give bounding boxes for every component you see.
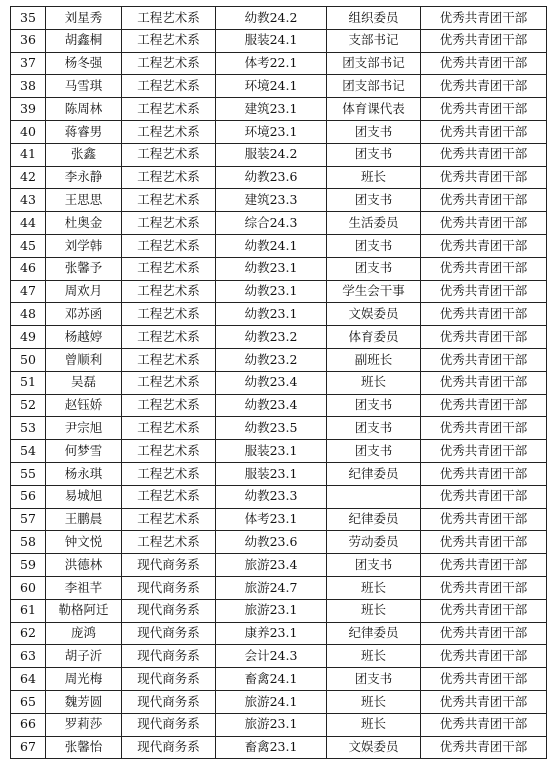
class-cell: 服装23.1 — [216, 462, 327, 485]
name-cell: 刘星秀 — [46, 7, 122, 30]
row-number-cell: 35 — [11, 7, 46, 30]
class-cell: 幼教23.2 — [216, 326, 327, 349]
name-cell: 洪德林 — [46, 554, 122, 577]
department-cell: 工程艺术系 — [122, 508, 216, 531]
table-row — [11, 189, 547, 212]
position-cell: 组织委员 — [327, 7, 421, 30]
class-cell: 服装24.2 — [216, 143, 327, 166]
name-cell: 罗莉莎 — [46, 713, 122, 736]
name-cell: 张馨予 — [46, 257, 122, 280]
position-cell: 劳动委员 — [327, 531, 421, 554]
name-cell: 魏芳圆 — [46, 690, 122, 713]
position-cell: 班长 — [327, 645, 421, 668]
name-cell: 李永静 — [46, 166, 122, 189]
award-cell: 优秀共青团干部 — [421, 531, 547, 554]
table-row — [11, 326, 547, 349]
award-cell: 优秀共青团干部 — [421, 645, 547, 668]
position-cell: 团支书 — [327, 440, 421, 463]
row-number-cell: 38 — [11, 75, 46, 98]
table-row — [11, 52, 547, 75]
row-number-cell: 55 — [11, 462, 46, 485]
table-row — [11, 599, 547, 622]
row-number-cell: 58 — [11, 531, 46, 554]
award-cell: 优秀共青团干部 — [421, 257, 547, 280]
class-cell: 幼教23.3 — [216, 485, 327, 508]
department-cell: 工程艺术系 — [122, 417, 216, 440]
name-cell: 张鑫 — [46, 143, 122, 166]
department-cell: 工程艺术系 — [122, 98, 216, 121]
row-number-cell: 61 — [11, 599, 46, 622]
table-row — [11, 348, 547, 371]
name-cell: 胡子沂 — [46, 645, 122, 668]
position-cell: 团支书 — [327, 120, 421, 143]
department-cell: 工程艺术系 — [122, 212, 216, 235]
row-number-cell: 40 — [11, 120, 46, 143]
name-cell: 张馨怡 — [46, 736, 122, 759]
class-cell: 幼教23.4 — [216, 394, 327, 417]
position-cell: 团支书 — [327, 394, 421, 417]
department-cell: 工程艺术系 — [122, 143, 216, 166]
table-row — [11, 554, 547, 577]
name-cell: 庞鸿 — [46, 622, 122, 645]
table-row — [11, 234, 547, 257]
award-cell: 优秀共青团干部 — [421, 713, 547, 736]
name-cell: 陈周林 — [46, 98, 122, 121]
position-cell: 团支书 — [327, 143, 421, 166]
name-cell: 何梦雪 — [46, 440, 122, 463]
department-cell: 工程艺术系 — [122, 371, 216, 394]
class-cell: 环境23.1 — [216, 120, 327, 143]
position-cell: 团支书 — [327, 189, 421, 212]
award-cell: 优秀共青团干部 — [421, 212, 547, 235]
name-cell: 杨永琪 — [46, 462, 122, 485]
class-cell: 服装23.1 — [216, 440, 327, 463]
table-row — [11, 622, 547, 645]
table-row — [11, 29, 547, 52]
name-cell: 钟文悦 — [46, 531, 122, 554]
table-row — [11, 576, 547, 599]
class-cell: 畜禽23.1 — [216, 736, 327, 759]
award-cell: 优秀共青团干部 — [421, 690, 547, 713]
row-number-cell: 53 — [11, 417, 46, 440]
class-cell: 幼教23.1 — [216, 257, 327, 280]
award-cell: 优秀共青团干部 — [421, 7, 547, 30]
table-row — [11, 417, 547, 440]
department-cell: 工程艺术系 — [122, 326, 216, 349]
class-cell: 康养23.1 — [216, 622, 327, 645]
position-cell: 团支部书记 — [327, 52, 421, 75]
row-number-cell: 43 — [11, 189, 46, 212]
position-cell: 班长 — [327, 713, 421, 736]
department-cell: 工程艺术系 — [122, 394, 216, 417]
award-cell: 优秀共青团干部 — [421, 29, 547, 52]
class-cell: 环境24.1 — [216, 75, 327, 98]
name-cell: 马雪琪 — [46, 75, 122, 98]
table-row — [11, 75, 547, 98]
award-cell: 优秀共青团干部 — [421, 166, 547, 189]
department-cell: 现代商务系 — [122, 736, 216, 759]
position-cell: 体育课代表 — [327, 98, 421, 121]
class-cell: 畜禽24.1 — [216, 668, 327, 691]
department-cell: 工程艺术系 — [122, 303, 216, 326]
row-number-cell: 65 — [11, 690, 46, 713]
row-number-cell: 59 — [11, 554, 46, 577]
award-cell: 优秀共青团干部 — [421, 417, 547, 440]
row-number-cell: 62 — [11, 622, 46, 645]
table-row — [11, 143, 547, 166]
position-cell: 文娱委员 — [327, 736, 421, 759]
class-cell: 服装24.1 — [216, 29, 327, 52]
row-number-cell: 67 — [11, 736, 46, 759]
department-cell: 工程艺术系 — [122, 462, 216, 485]
name-cell: 周光梅 — [46, 668, 122, 691]
name-cell: 刘学韩 — [46, 234, 122, 257]
class-cell: 幼教23.4 — [216, 371, 327, 394]
table-row — [11, 485, 547, 508]
class-cell: 幼教23.6 — [216, 531, 327, 554]
row-number-cell: 50 — [11, 348, 46, 371]
row-number-cell: 36 — [11, 29, 46, 52]
position-cell: 副班长 — [327, 348, 421, 371]
department-cell: 工程艺术系 — [122, 531, 216, 554]
name-cell: 尹宗旭 — [46, 417, 122, 440]
award-cell: 优秀共青团干部 — [421, 371, 547, 394]
row-number-cell: 46 — [11, 257, 46, 280]
class-cell: 旅游23.1 — [216, 713, 327, 736]
row-number-cell: 51 — [11, 371, 46, 394]
name-cell: 勒格阿迁 — [46, 599, 122, 622]
row-number-cell: 39 — [11, 98, 46, 121]
award-cell: 优秀共青团干部 — [421, 554, 547, 577]
table-row — [11, 7, 547, 30]
name-cell: 杨冬强 — [46, 52, 122, 75]
name-cell: 周欢月 — [46, 280, 122, 303]
name-cell: 杜奥金 — [46, 212, 122, 235]
table-row — [11, 668, 547, 691]
department-cell: 工程艺术系 — [122, 485, 216, 508]
name-cell: 曾顺利 — [46, 348, 122, 371]
award-cell: 优秀共青团干部 — [421, 394, 547, 417]
department-cell: 现代商务系 — [122, 622, 216, 645]
class-cell: 综合24.3 — [216, 212, 327, 235]
position-cell: 生活委员 — [327, 212, 421, 235]
table-row — [11, 303, 547, 326]
row-number-cell: 60 — [11, 576, 46, 599]
class-cell: 幼教23.1 — [216, 303, 327, 326]
position-cell: 支部书记 — [327, 29, 421, 52]
row-number-cell: 66 — [11, 713, 46, 736]
table-row — [11, 120, 547, 143]
department-cell: 工程艺术系 — [122, 440, 216, 463]
row-number-cell: 37 — [11, 52, 46, 75]
department-cell: 现代商务系 — [122, 690, 216, 713]
position-cell: 体育委员 — [327, 326, 421, 349]
class-cell: 旅游24.7 — [216, 576, 327, 599]
table-row — [11, 531, 547, 554]
name-cell: 李祖芊 — [46, 576, 122, 599]
class-cell: 幼教23.5 — [216, 417, 327, 440]
table-row — [11, 280, 547, 303]
award-cell: 优秀共青团干部 — [421, 143, 547, 166]
award-cell: 优秀共青团干部 — [421, 348, 547, 371]
award-cell: 优秀共青团干部 — [421, 599, 547, 622]
award-cell: 优秀共青团干部 — [421, 52, 547, 75]
award-cell: 优秀共青团干部 — [421, 440, 547, 463]
table-row — [11, 736, 547, 759]
class-cell: 体考23.1 — [216, 508, 327, 531]
table-row — [11, 212, 547, 235]
position-cell: 班长 — [327, 166, 421, 189]
award-cell: 优秀共青团干部 — [421, 485, 547, 508]
row-number-cell: 42 — [11, 166, 46, 189]
class-cell: 会计24.3 — [216, 645, 327, 668]
award-cell: 优秀共青团干部 — [421, 120, 547, 143]
department-cell: 工程艺术系 — [122, 166, 216, 189]
department-cell: 工程艺术系 — [122, 348, 216, 371]
name-cell: 邓苏函 — [46, 303, 122, 326]
class-cell: 体考22.1 — [216, 52, 327, 75]
award-cell: 优秀共青团干部 — [421, 462, 547, 485]
table-row — [11, 166, 547, 189]
position-cell: 班长 — [327, 371, 421, 394]
name-cell: 杨越婷 — [46, 326, 122, 349]
table-row — [11, 508, 547, 531]
department-cell: 工程艺术系 — [122, 52, 216, 75]
position-cell: 班长 — [327, 599, 421, 622]
award-cell: 优秀共青团干部 — [421, 326, 547, 349]
table-row — [11, 257, 547, 280]
position-cell: 团支书 — [327, 554, 421, 577]
department-cell: 工程艺术系 — [122, 7, 216, 30]
award-cell: 优秀共青团干部 — [421, 736, 547, 759]
position-cell: 团支书 — [327, 234, 421, 257]
department-cell: 工程艺术系 — [122, 120, 216, 143]
position-cell: 团支部书记 — [327, 75, 421, 98]
table-body — [11, 7, 547, 759]
row-number-cell: 45 — [11, 234, 46, 257]
table-row — [11, 690, 547, 713]
row-number-cell: 52 — [11, 394, 46, 417]
award-cell: 优秀共青团干部 — [421, 576, 547, 599]
row-number-cell: 64 — [11, 668, 46, 691]
department-cell: 现代商务系 — [122, 576, 216, 599]
position-cell: 文娱委员 — [327, 303, 421, 326]
name-cell: 胡鑫桐 — [46, 29, 122, 52]
row-number-cell: 41 — [11, 143, 46, 166]
position-cell: 纪律委员 — [327, 462, 421, 485]
table-row — [11, 371, 547, 394]
award-cell: 优秀共青团干部 — [421, 98, 547, 121]
award-cell: 优秀共青团干部 — [421, 75, 547, 98]
name-cell: 王思思 — [46, 189, 122, 212]
row-number-cell: 56 — [11, 485, 46, 508]
name-cell: 赵钰娇 — [46, 394, 122, 417]
position-cell: 班长 — [327, 690, 421, 713]
department-cell: 工程艺术系 — [122, 75, 216, 98]
award-cell: 优秀共青团干部 — [421, 303, 547, 326]
row-number-cell: 54 — [11, 440, 46, 463]
row-number-cell: 63 — [11, 645, 46, 668]
department-cell: 工程艺术系 — [122, 189, 216, 212]
department-cell: 工程艺术系 — [122, 280, 216, 303]
class-cell: 旅游23.1 — [216, 599, 327, 622]
row-number-cell: 44 — [11, 212, 46, 235]
department-cell: 现代商务系 — [122, 645, 216, 668]
award-cell: 优秀共青团干部 — [421, 189, 547, 212]
position-cell: 班长 — [327, 576, 421, 599]
position-cell — [327, 485, 421, 508]
award-cell: 优秀共青团干部 — [421, 668, 547, 691]
award-cell: 优秀共青团干部 — [421, 280, 547, 303]
department-cell: 工程艺术系 — [122, 29, 216, 52]
award-cell: 优秀共青团干部 — [421, 508, 547, 531]
row-number-cell: 48 — [11, 303, 46, 326]
table-row — [11, 713, 547, 736]
award-cell: 优秀共青团干部 — [421, 622, 547, 645]
row-number-cell: 47 — [11, 280, 46, 303]
department-cell: 工程艺术系 — [122, 234, 216, 257]
class-cell: 幼教23.2 — [216, 348, 327, 371]
class-cell: 旅游23.4 — [216, 554, 327, 577]
name-cell: 蒋睿男 — [46, 120, 122, 143]
name-cell: 王鹏晨 — [46, 508, 122, 531]
department-cell: 现代商务系 — [122, 599, 216, 622]
award-cell: 优秀共青团干部 — [421, 234, 547, 257]
class-cell: 建筑23.1 — [216, 98, 327, 121]
class-cell: 幼教23.1 — [216, 280, 327, 303]
row-number-cell: 49 — [11, 326, 46, 349]
position-cell: 团支书 — [327, 417, 421, 440]
position-cell: 团支书 — [327, 668, 421, 691]
position-cell: 团支书 — [327, 257, 421, 280]
department-cell: 工程艺术系 — [122, 257, 216, 280]
table-row — [11, 440, 547, 463]
class-cell: 幼教23.6 — [216, 166, 327, 189]
award-list-table — [10, 6, 547, 759]
department-cell: 现代商务系 — [122, 554, 216, 577]
row-number-cell: 57 — [11, 508, 46, 531]
department-cell: 现代商务系 — [122, 713, 216, 736]
position-cell: 纪律委员 — [327, 622, 421, 645]
table-row — [11, 394, 547, 417]
position-cell: 学生会干事 — [327, 280, 421, 303]
class-cell: 建筑23.3 — [216, 189, 327, 212]
department-cell: 现代商务系 — [122, 668, 216, 691]
table-row — [11, 98, 547, 121]
name-cell: 吴磊 — [46, 371, 122, 394]
class-cell: 幼教24.2 — [216, 7, 327, 30]
table-row — [11, 462, 547, 485]
class-cell: 幼教24.1 — [216, 234, 327, 257]
name-cell: 易城旭 — [46, 485, 122, 508]
table-row — [11, 645, 547, 668]
class-cell: 旅游24.1 — [216, 690, 327, 713]
position-cell: 纪律委员 — [327, 508, 421, 531]
